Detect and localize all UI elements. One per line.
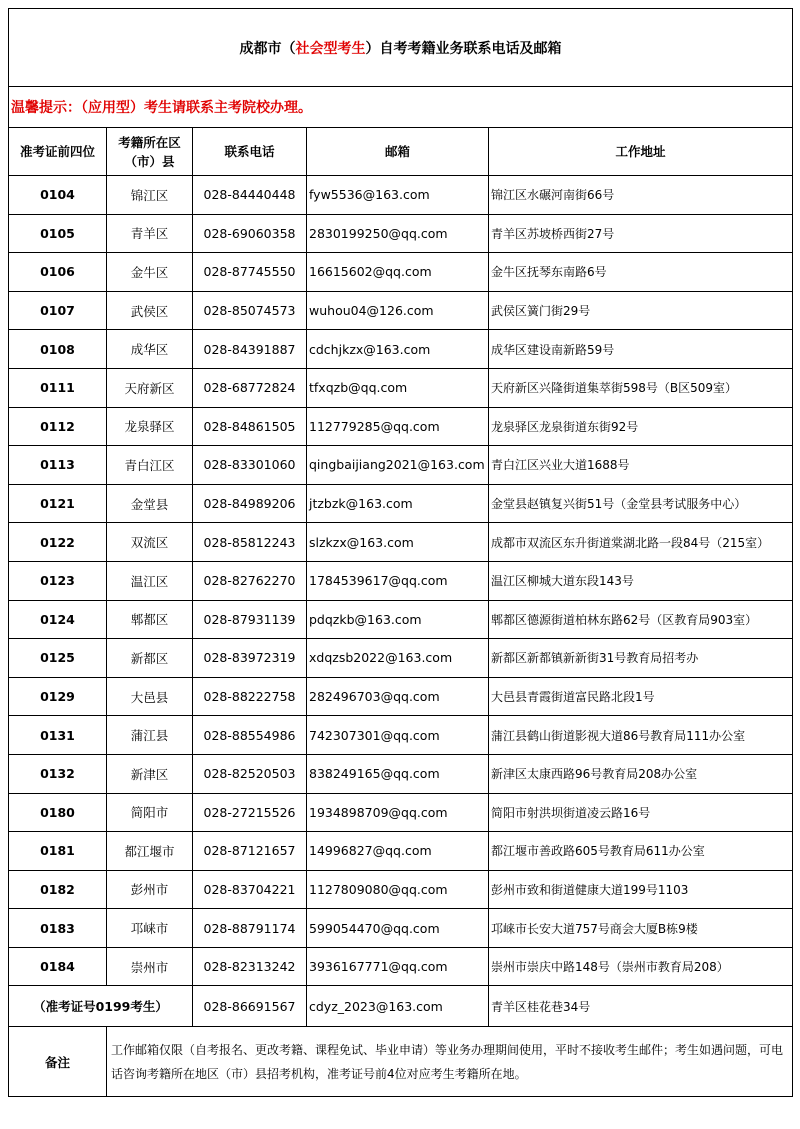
row-phone: 028-27215526 (193, 793, 307, 832)
row-code: 0132 (9, 754, 107, 793)
row-phone: 028-84440448 (193, 176, 307, 215)
row-address: 大邑县青霞街道富民路北段1号 (489, 677, 793, 716)
table-row (9, 523, 793, 562)
header-area: 考籍所在区 （市）县 (107, 128, 193, 176)
row-area: 武侯区 (107, 291, 193, 330)
row-area: 温江区 (107, 561, 193, 600)
row-address: 天府新区兴隆街道集萃街598号（B区509室） (489, 368, 793, 407)
tip-row (9, 87, 793, 128)
header-phone: 联系电话 (193, 128, 307, 176)
row-email: 14996827@qq.com (307, 832, 489, 871)
row-phone: 028-84391887 (193, 330, 307, 369)
row-code: 0123 (9, 561, 107, 600)
row-phone: 028-82520503 (193, 754, 307, 793)
row-code: 0124 (9, 600, 107, 639)
table-row (9, 176, 793, 215)
row-phone: 028-84989206 (193, 484, 307, 523)
row-area: 金牛区 (107, 253, 193, 292)
row-code: 0108 (9, 330, 107, 369)
row-email: 2830199250@qq.com (307, 214, 489, 253)
note-text: 工作邮箱仅限（自考报名、更改考籍、课程免试、毕业申请）等业务办理期间使用，平时不接收考生邮件；考生如遇问题，可电话咨询考籍所在地区（市）县招考机构，准考证号前4位对应考生考籍所在地。 (107, 1027, 793, 1097)
row-phone: 028-83972319 (193, 639, 307, 678)
row-address: 邛崃市长安大道757号商会大厦B栋9楼 (489, 909, 793, 948)
row-phone: 028-84861505 (193, 407, 307, 446)
row-address: 新津区太康西路96号教育局208办公室 (489, 754, 793, 793)
row-phone: 028-83704221 (193, 870, 307, 909)
row-area: 郫都区 (107, 600, 193, 639)
row-email: 1127809080@qq.com (307, 870, 489, 909)
title-row (9, 9, 793, 87)
row-address: 成都市双流区东升街道棠湖北路一段84号（215室） (489, 523, 793, 562)
row-phone: 028-69060358 (193, 214, 307, 253)
row-address: 青白江区兴业大道1688号 (489, 446, 793, 485)
row-area: 双流区 (107, 523, 193, 562)
row-phone: 028-68772824 (193, 368, 307, 407)
special-row (9, 986, 793, 1027)
row-email: 742307301@qq.com (307, 716, 489, 755)
table-row (9, 639, 793, 678)
row-address: 彭州市致和街道健康大道199号1103 (489, 870, 793, 909)
title-highlight: 社会型考生 (295, 40, 366, 57)
table-row (9, 446, 793, 485)
row-email: cdchjkzx@163.com (307, 330, 489, 369)
row-code: 0129 (9, 677, 107, 716)
row-area: 锦江区 (107, 176, 193, 215)
row-code: 0122 (9, 523, 107, 562)
table-row (9, 909, 793, 948)
row-code: 0105 (9, 214, 107, 253)
row-area: 新都区 (107, 639, 193, 678)
note-row (9, 1027, 793, 1097)
row-phone: 028-87121657 (193, 832, 307, 871)
row-phone: 028-87745550 (193, 253, 307, 292)
row-phone: 028-82762270 (193, 561, 307, 600)
row-area: 简阳市 (107, 793, 193, 832)
special-label: （准考证号0199考生） (9, 986, 193, 1027)
table-row (9, 330, 793, 369)
row-area: 彭州市 (107, 870, 193, 909)
row-code: 0113 (9, 446, 107, 485)
row-phone: 028-88554986 (193, 716, 307, 755)
row-phone: 028-88222758 (193, 677, 307, 716)
row-code: 0181 (9, 832, 107, 871)
row-phone: 028-85074573 (193, 291, 307, 330)
row-email: slzkzx@163.com (307, 523, 489, 562)
row-email: 112779285@qq.com (307, 407, 489, 446)
row-area: 都江堰市 (107, 832, 193, 871)
row-address: 温江区柳城大道东段143号 (489, 561, 793, 600)
row-code: 0111 (9, 368, 107, 407)
table-row (9, 793, 793, 832)
row-address: 成华区建设南新路59号 (489, 330, 793, 369)
row-area: 金堂县 (107, 484, 193, 523)
row-address: 都江堰市善政路605号教育局611办公室 (489, 832, 793, 871)
row-code: 0112 (9, 407, 107, 446)
row-area: 崇州市 (107, 947, 193, 986)
row-email: 838249165@qq.com (307, 754, 489, 793)
table-row (9, 368, 793, 407)
table-row (9, 677, 793, 716)
row-phone: 028-82313242 (193, 947, 307, 986)
row-email: xdqzsb2022@163.com (307, 639, 489, 678)
row-address: 龙泉驿区龙泉街道东街92号 (489, 407, 793, 446)
note-label: 备注 (9, 1027, 107, 1097)
table-row (9, 754, 793, 793)
row-code: 0106 (9, 253, 107, 292)
row-email: 1784539617@qq.com (307, 561, 489, 600)
table-row (9, 870, 793, 909)
table-row (9, 600, 793, 639)
row-email: pdqzkb@163.com (307, 600, 489, 639)
row-phone: 028-85812243 (193, 523, 307, 562)
row-area: 青白江区 (107, 446, 193, 485)
row-email: tfxqzb@qq.com (307, 368, 489, 407)
row-code: 0104 (9, 176, 107, 215)
header-code: 准考证前四位 (9, 128, 107, 176)
table-row (9, 561, 793, 600)
header-row (9, 128, 793, 176)
header-address: 工作地址 (489, 128, 793, 176)
table-row (9, 832, 793, 871)
row-email: 282496703@qq.com (307, 677, 489, 716)
tip-text: 温馨提示：（应用型）考生请联系主考院校办理。 (9, 87, 793, 128)
row-area: 成华区 (107, 330, 193, 369)
row-phone: 028-87931139 (193, 600, 307, 639)
page-title: 成都市（社会型考生）自考考籍业务联系电话及邮箱 (9, 9, 793, 87)
table-row (9, 716, 793, 755)
row-area: 龙泉驿区 (107, 407, 193, 446)
row-area: 邛崃市 (107, 909, 193, 948)
row-email: 599054470@qq.com (307, 909, 489, 948)
row-phone: 028-88791174 (193, 909, 307, 948)
row-area: 蒲江县 (107, 716, 193, 755)
row-address: 金牛区抚琴东南路6号 (489, 253, 793, 292)
row-address: 新都区新都镇新新街31号教育局招考办 (489, 639, 793, 678)
row-email: wuhou04@126.com (307, 291, 489, 330)
special-address: 青羊区桂花巷34号 (489, 986, 793, 1027)
row-area: 大邑县 (107, 677, 193, 716)
row-address: 简阳市射洪坝街道凌云路16号 (489, 793, 793, 832)
table-row (9, 253, 793, 292)
special-email: cdyz_2023@163.com (307, 986, 489, 1027)
row-address: 武侯区簧门街29号 (489, 291, 793, 330)
table-row (9, 291, 793, 330)
row-address: 郫都区德源街道柏林东路62号（区教育局903室） (489, 600, 793, 639)
row-code: 0131 (9, 716, 107, 755)
row-email: 3936167771@qq.com (307, 947, 489, 986)
row-code: 0180 (9, 793, 107, 832)
row-address: 蒲江县鹤山街道影视大道86号教育局111办公室 (489, 716, 793, 755)
row-email: 16615602@qq.com (307, 253, 489, 292)
table-row (9, 947, 793, 986)
table-row (9, 407, 793, 446)
row-email: fyw5536@163.com (307, 176, 489, 215)
row-address: 崇州市崇庆中路148号（崇州市教育局208） (489, 947, 793, 986)
row-code: 0107 (9, 291, 107, 330)
row-code: 0182 (9, 870, 107, 909)
row-phone: 028-83301060 (193, 446, 307, 485)
row-code: 0125 (9, 639, 107, 678)
contact-table (8, 8, 793, 1097)
header-email: 邮箱 (307, 128, 489, 176)
row-code: 0184 (9, 947, 107, 986)
row-address: 锦江区水碾河南街66号 (489, 176, 793, 215)
row-email: qingbaijiang2021@163.com (307, 446, 489, 485)
row-area: 天府新区 (107, 368, 193, 407)
row-area: 新津区 (107, 754, 193, 793)
special-phone: 028-86691567 (193, 986, 307, 1027)
row-address: 青羊区苏坡桥西街27号 (489, 214, 793, 253)
row-code: 0183 (9, 909, 107, 948)
table-row (9, 214, 793, 253)
row-area: 青羊区 (107, 214, 193, 253)
row-code: 0121 (9, 484, 107, 523)
row-email: jtzbzk@163.com (307, 484, 489, 523)
row-email: 1934898709@qq.com (307, 793, 489, 832)
row-address: 金堂县赵镇复兴街51号（金堂县考试服务中心） (489, 484, 793, 523)
table-row (9, 484, 793, 523)
